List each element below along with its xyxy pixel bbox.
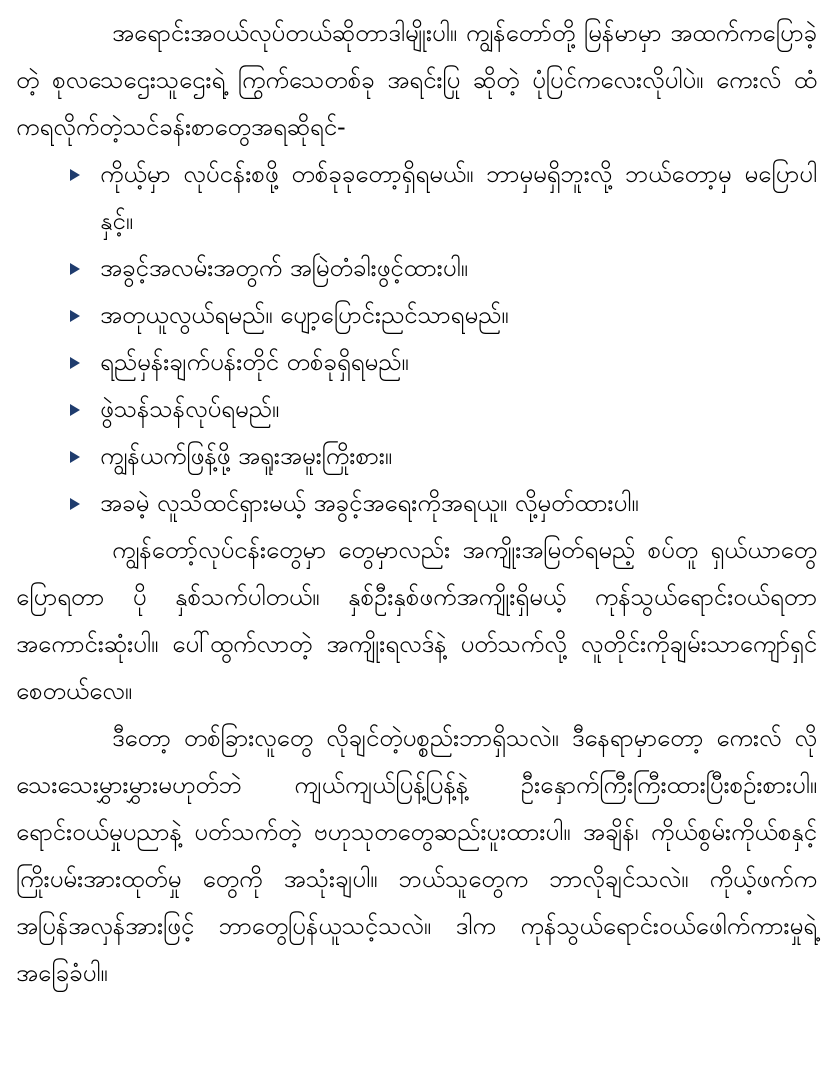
triangle-bullet-icon [70,357,80,369]
triangle-bullet-icon [70,169,80,181]
bullet-text: အတုယူလွယ်ရမည်။ ပျော့ပြောင်းညင်သာရမည်။ [100,301,509,329]
body-paragraph-2: ဒီတော့ တစ်ခြားလူတွေ လိုချင်တဲ့ပစ္စည်းဘာရှိသလဲ။ ဒီနေရာမှာတော့ ကေးလ် လိုသေးသေးမွှားမွှားမဟုတ်ဘဲ ကျယ်ကျယ်ပြန့်ပြန့်နဲ့ ဦးနှောက်ကြီးကြီးထားပြီးစဉ်းစားပါ။ ရောင်းဝယ်မှုပညာနဲ့ ပတ်သက်တဲ့ ဗဟုသုတတွေဆည်းပူးထားပါ။ အချိန်၊ ကိုယ်စွမ်းကိုယ်စနှင့် ကြိုးပမ်းအားထုတ်မှု တွေကို အသုံးချပါ။ ဘယ်သူတွေက ဘာလိုချင်သလဲ။ ကိုယ့်ဖက်က အပြန်အလှန်အားဖြင့် ဘာတွေပြန်ယူသင့်သလဲ။ ဒါက ကုန်သွယ်ရောင်းဝယ်ဖေါက်ကားမှုရဲ့ အခြေခံပါ။ [16,724,817,987]
bullet-item-1 [66,151,817,245]
bullet-item-2 [66,245,817,292]
triangle-bullet-icon [70,310,80,322]
bullet-list [16,151,817,527]
triangle-bullet-icon [70,451,80,463]
bullet-text: ရည်မှန်းချက်ပန်းတိုင် တစ်ခုရှိရမည်။ [100,348,409,376]
triangle-bullet-icon [70,404,80,416]
bullet-item-6 [66,433,817,480]
triangle-bullet-icon [70,498,80,510]
body-paragraph-1: ကျွန်တော့်လုပ်ငန်းတွေမှာ တွေမှာလည်း အကျိုးအမြတ်ရမည့် စပ်တူ ရှယ်ယာတွေပြောရတာ ပို နှစ်သက်ပါတယ်။ နှစ်ဦးနှစ်ဖက်အကျိုးရှိမယ့် ကုန်သွယ်ရောင်းဝယ်ရတာအကောင်းဆုံးပါ။ ပေါ်ထွက်လာတဲ့ အကျိုးရလဒ်နဲ့ ပတ်သက်လို့ လူတိုင်းကိုချမ်းသာကျော်ရှင်စေတယ်လေ။ [16,536,817,705]
bullet-item-4 [66,339,817,386]
bullet-item-5 [66,386,817,433]
bullet-text: အခမဲ့ လူသိထင်ရှားမယ့် အခွင့်အရေးကိုအရယူ။ လို့မှတ်ထားပါ။ [100,489,639,517]
bullet-text: အခွင့်အလမ်းအတွက် အမြဲတံခါးဖွင့်ထားပါ။ [100,254,468,282]
triangle-bullet-icon [70,263,80,275]
bullet-item-7 [66,480,817,527]
intro-paragraph: အရောင်းအဝယ်လုပ်တယ်ဆိုတာဒါမျိုးပါ။ ကျွန်တော်တို့ မြန်မာမှာ အထက်ကပြောခဲ့တဲ့ စုလသေဌေးသူဌေးရဲ့ ကြွက်သေတစ်ခု အရင်းပြု ဆိုတဲ့ ပုံပြင်ကလေးလိုပါပဲ။ ကေးလ် ထံကရလိုက်တဲ့သင်ခန်းစာတွေအရဆိုရင်- [16,19,817,141]
bullet-text: ကိုယ့်မှာ လုပ်ငန်းစဖို့ တစ်ခုခုတော့ရှိရမယ်။ ဘာမှမရှိဘူးလို့ ဘယ်တော့မှ မပြောပါနှင့်။ [100,160,817,235]
bullet-text: ကျွန်ယက်ဖြန့်ဖို့ အရူးအမူးကြိုးစား။ [100,442,393,470]
bullet-item-3 [66,292,817,339]
bullet-text: ဖွဲသန်သန်လုပ်ရမည်။ [100,395,280,423]
